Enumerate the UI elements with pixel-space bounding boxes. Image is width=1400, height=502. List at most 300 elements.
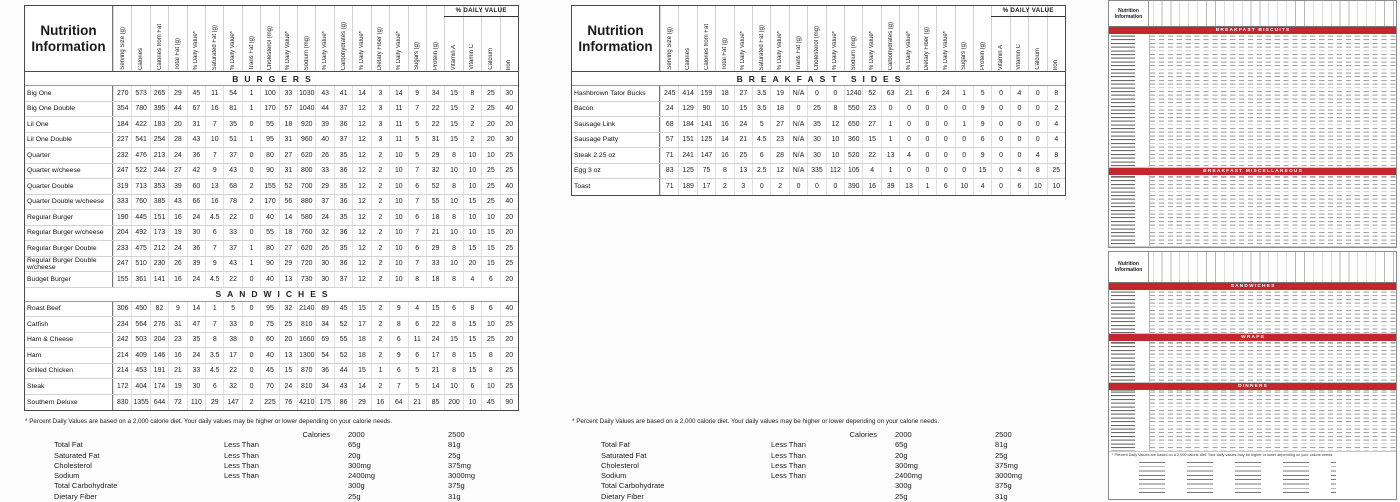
- value-cell: 5: [223, 302, 241, 317]
- value-cell: 125: [697, 133, 715, 148]
- value-cell: 354: [113, 102, 131, 117]
- item-name: Steak: [25, 379, 113, 394]
- value-2500: 31g: [995, 491, 1008, 501]
- value-cell: 10: [389, 195, 407, 210]
- value-cell: 24: [315, 210, 333, 225]
- value-cell: 16: [168, 210, 186, 225]
- reference-header-row: [24, 430, 519, 440]
- value-cell: 24: [426, 333, 444, 348]
- value-cell: 2.5: [752, 164, 770, 179]
- value-cell: 1: [371, 364, 389, 379]
- table-header: [25, 6, 518, 72]
- value-cell: 0: [242, 117, 260, 132]
- value-cell: 4: [1010, 164, 1028, 179]
- value-cell: 12: [352, 164, 370, 179]
- value-cell: 0: [955, 102, 973, 117]
- value-cell: 2: [371, 210, 389, 225]
- value-cell: 8: [408, 272, 426, 287]
- value-cell: 31: [279, 133, 297, 148]
- value-cell: 212: [150, 241, 168, 256]
- value-2000: 300g: [895, 481, 912, 491]
- value-cell: 25: [481, 102, 499, 117]
- value-cell: 18: [352, 348, 370, 363]
- value-cell: 9: [973, 148, 991, 163]
- value-cell: 15: [352, 302, 370, 317]
- item-name: Budget Burger: [25, 272, 113, 287]
- value-cell: 105: [844, 164, 862, 179]
- value-cell: 5: [408, 379, 426, 394]
- value-cell: 12: [352, 226, 370, 241]
- reference-row: [571, 440, 1066, 450]
- value-cell: 700: [297, 179, 315, 194]
- table-header: [572, 6, 1065, 72]
- value-cell: 40: [260, 348, 278, 363]
- value-cell: 0: [936, 164, 954, 179]
- value-cell: 52: [862, 86, 880, 101]
- value-cell: 24: [187, 210, 205, 225]
- value-cell: 4.5: [205, 272, 223, 287]
- value-cell: 0: [991, 148, 1009, 163]
- value-2000: 300mg: [348, 460, 371, 470]
- value-cell: 30: [187, 226, 205, 241]
- value-cell: 10: [444, 379, 462, 394]
- value-cell: 390: [844, 179, 862, 195]
- value-cell: 34: [315, 317, 333, 332]
- value-cell: 30: [315, 257, 333, 272]
- column-header: Calcium: [1028, 6, 1046, 71]
- value-cell: 11: [408, 333, 426, 348]
- value-cell: 32: [315, 226, 333, 241]
- value-cell: 43: [223, 257, 241, 272]
- value-cell: 30: [500, 133, 518, 148]
- value-cell: 47: [187, 317, 205, 332]
- value-cell: 16: [715, 148, 733, 163]
- value-cell: 3: [371, 117, 389, 132]
- value-cell: 6: [463, 379, 481, 394]
- value-cell: 0: [789, 179, 807, 195]
- value-cell: 15: [463, 241, 481, 256]
- value-2500: 375mg: [995, 460, 1018, 470]
- value-cell: 36: [334, 164, 352, 179]
- value-cell: 0: [1010, 148, 1028, 163]
- value-cell: 63: [881, 86, 899, 101]
- mini-section-bar: BREAKFAST BISCUITS: [1109, 27, 1396, 34]
- reference-row: [24, 471, 519, 481]
- value-cell: 10: [826, 133, 844, 148]
- value-cell: 21: [899, 86, 917, 101]
- value-cell: 29: [205, 395, 223, 411]
- value-cell: 27: [862, 117, 880, 132]
- table-row: [572, 148, 1065, 164]
- value-cell: 100: [260, 86, 278, 101]
- value-cell: 15: [352, 364, 370, 379]
- column-header: Sugars (g): [408, 6, 426, 71]
- value-cell: 2: [371, 333, 389, 348]
- value-cell: 35: [807, 117, 825, 132]
- item-name: Big One: [25, 86, 113, 101]
- value-cell: 0: [955, 148, 973, 163]
- value-cell: 175: [315, 395, 333, 411]
- value-cell: 0: [242, 317, 260, 332]
- column-header: Serving Size (g): [660, 6, 678, 71]
- column-header: Protein (g): [973, 6, 991, 71]
- value-cell: 27: [168, 164, 186, 179]
- value-cell: 37: [334, 102, 352, 117]
- value-cell: 22: [223, 210, 241, 225]
- table-row: [25, 348, 518, 364]
- value-cell: 52: [279, 179, 297, 194]
- value-cell: 227: [113, 133, 131, 148]
- value-cell: 20: [481, 133, 499, 148]
- value-2500: 3000mg: [995, 471, 1023, 481]
- value-cell: 10: [463, 210, 481, 225]
- mini-section-bar: BREAKFAST MISCELLANEOUS: [1109, 168, 1396, 175]
- value-cell: 1030: [297, 86, 315, 101]
- value-cell: 12: [826, 117, 844, 132]
- value-cell: 16: [715, 117, 733, 132]
- value-cell: 184: [113, 117, 131, 132]
- item-name: Hashbrown Tator Bucks: [572, 86, 660, 101]
- value-cell: 0: [991, 117, 1009, 132]
- table-row: [25, 241, 518, 257]
- value-cell: 510: [131, 257, 149, 272]
- value-cell: 32: [426, 164, 444, 179]
- value-cell: 37: [334, 272, 352, 287]
- value-cell: 8: [444, 210, 462, 225]
- section-title: BURGERS: [25, 72, 518, 86]
- value-cell: 43: [315, 86, 333, 101]
- value-cell: 0: [918, 102, 936, 117]
- mini-nutrition-information-title: Nutrition Information: [1109, 252, 1149, 282]
- value-cell: 1: [242, 102, 260, 117]
- value-cell: 29: [352, 395, 370, 411]
- nutrient-label: Cholesterol: [601, 460, 639, 470]
- value-cell: 6: [444, 302, 462, 317]
- value-cell: 22: [862, 148, 880, 163]
- item-name: Regular Burger Double: [25, 241, 113, 256]
- value-cell: 0: [899, 102, 917, 117]
- value-2500: 25g: [448, 450, 461, 460]
- value-cell: 90: [500, 395, 518, 411]
- value-cell: 5: [752, 117, 770, 132]
- column-header: % Daily Value*: [315, 6, 333, 71]
- value-cell: 18: [770, 102, 788, 117]
- value-cell: 2: [371, 195, 389, 210]
- value-cell: 72: [168, 395, 186, 411]
- reference-row: [24, 451, 519, 461]
- value-cell: 11: [205, 86, 223, 101]
- value-2000: 20g: [895, 450, 908, 460]
- nutrient-label: Saturated Fat: [601, 450, 647, 460]
- value-cell: 22: [426, 102, 444, 117]
- value-cell: 5: [973, 86, 991, 101]
- value-cell: 0: [807, 179, 825, 195]
- value-cell: 26: [315, 241, 333, 256]
- column-header: % Daily Value*: [187, 6, 205, 71]
- value-cell: 40: [260, 210, 278, 225]
- value-cell: 10: [444, 226, 462, 241]
- calories-label: Calories: [849, 430, 877, 439]
- reference-row: [571, 492, 1066, 502]
- value-cell: 6: [408, 348, 426, 363]
- value-cell: 0: [242, 210, 260, 225]
- table-row: [25, 302, 518, 318]
- value-2000: 2400mg: [348, 471, 376, 481]
- value-cell: 8: [481, 364, 499, 379]
- value-cell: 6: [973, 133, 991, 148]
- column-header: Iron: [1047, 6, 1065, 71]
- value-cell: 36: [334, 226, 352, 241]
- value-cell: 15: [444, 133, 462, 148]
- value-cell: 18: [715, 86, 733, 101]
- value-cell: 2: [371, 379, 389, 394]
- value-2000: 20g: [348, 450, 361, 460]
- value-cell: 33: [223, 317, 241, 332]
- column-header: Carbohydrates (g): [334, 6, 352, 71]
- value-cell: 244: [150, 164, 168, 179]
- value-cell: 306: [113, 302, 131, 317]
- value-cell: 23: [168, 333, 186, 348]
- item-name: Quarter: [25, 148, 113, 163]
- value-cell: 10: [715, 102, 733, 117]
- value-cell: 870: [297, 364, 315, 379]
- table-row: [25, 379, 518, 395]
- value-cell: 85: [426, 395, 444, 411]
- value-cell: 125: [678, 164, 696, 179]
- value-cell: 27: [770, 117, 788, 132]
- value-cell: 19: [168, 226, 186, 241]
- value-cell: 6: [205, 226, 223, 241]
- value-cell: 2: [371, 164, 389, 179]
- value-cell: 3: [371, 133, 389, 148]
- mini-section-bar: WRAPS: [1109, 334, 1396, 341]
- column-header: % Daily Value*: [352, 6, 370, 71]
- nutrient-label: Sodium: [54, 471, 80, 481]
- table-row: [25, 133, 518, 149]
- value-cell: 2: [770, 179, 788, 195]
- value-cell: 40: [500, 179, 518, 194]
- value-cell: 2: [371, 272, 389, 287]
- value-cell: 39: [315, 117, 333, 132]
- column-header: Calcium: [481, 6, 499, 71]
- value-cell: 23: [862, 102, 880, 117]
- value-cell: 573: [131, 86, 149, 101]
- value-cell: 414: [678, 86, 696, 101]
- value-cell: 129: [678, 102, 696, 117]
- reference-row: [571, 481, 1066, 491]
- value-cell: 7: [408, 226, 426, 241]
- value-cell: 0: [826, 179, 844, 195]
- value-cell: 75: [697, 164, 715, 179]
- value-cell: 69: [315, 333, 333, 348]
- reference-row: [24, 461, 519, 471]
- value-cell: 20: [500, 348, 518, 363]
- value-cell: 4: [408, 302, 426, 317]
- value-cell: 25: [481, 179, 499, 194]
- value-cell: 90: [260, 164, 278, 179]
- nutrient-label: Total Carbohydrate: [54, 481, 118, 491]
- value-cell: 6: [408, 179, 426, 194]
- value-cell: 247: [113, 164, 131, 179]
- value-cell: 0: [918, 148, 936, 163]
- column-header: % Daily Value*: [862, 6, 880, 71]
- value-cell: 33: [187, 364, 205, 379]
- value-cell: 184: [678, 117, 696, 132]
- value-2500: 375g: [448, 481, 465, 491]
- table-row: [25, 195, 518, 211]
- value-cell: 475: [131, 241, 149, 256]
- value-cell: 35: [187, 333, 205, 348]
- value-cell: 26: [315, 148, 333, 163]
- value-cell: 4: [1047, 117, 1065, 132]
- value-cell: 9: [973, 117, 991, 132]
- value-cell: 0: [918, 117, 936, 132]
- value-cell: 319: [113, 179, 131, 194]
- value-2000: 25g: [895, 491, 908, 501]
- value-cell: 2: [463, 117, 481, 132]
- daily-values-reference-table: [24, 430, 519, 502]
- value-cell: 68: [660, 117, 678, 132]
- reference-row: [571, 451, 1066, 461]
- value-cell: 37: [223, 241, 241, 256]
- value-cell: 8: [205, 333, 223, 348]
- value-cell: 25: [500, 148, 518, 163]
- value-cell: 541: [131, 133, 149, 148]
- value-cell: 4.5: [205, 364, 223, 379]
- value-cell: 55: [334, 333, 352, 348]
- column-header: Sodium (mg): [844, 6, 862, 71]
- column-header: Serving Size (g): [113, 6, 131, 71]
- mini-footnote: * Percent Daily Values are based on a 2,000 calorie diet. Your daily values may be higher or lower depending on your calorie needs.: [1112, 453, 1334, 457]
- column-header: Trans Fat (g): [242, 6, 260, 71]
- value-cell: 183: [150, 117, 168, 132]
- value-cell: 14: [715, 133, 733, 148]
- value-cell: 159: [697, 86, 715, 101]
- value-cell: 4.5: [205, 210, 223, 225]
- value-cell: 36: [334, 195, 352, 210]
- value-2500: 375g: [995, 481, 1012, 491]
- value-cell: 141: [697, 117, 715, 132]
- column-header: Dietary Fiber (g): [371, 6, 389, 71]
- daily-values-reference-table: [571, 430, 1066, 502]
- value-cell: 43: [187, 133, 205, 148]
- value-cell: 213: [150, 148, 168, 163]
- value-cell: 25: [500, 241, 518, 256]
- value-cell: 810: [297, 379, 315, 394]
- value-cell: 21: [408, 395, 426, 411]
- value-cell: 41: [334, 86, 352, 101]
- value-cell: 18: [426, 210, 444, 225]
- value-cell: 90: [260, 257, 278, 272]
- value-cell: 190: [113, 210, 131, 225]
- value-cell: 12: [352, 102, 370, 117]
- value-cell: 19: [770, 86, 788, 101]
- value-cell: 214: [113, 364, 131, 379]
- mini-reference-table: [1139, 462, 1336, 496]
- value-cell: 800: [297, 164, 315, 179]
- value-cell: 1: [242, 133, 260, 148]
- value-cell: 55: [260, 226, 278, 241]
- value-2000: 65g: [895, 440, 908, 450]
- value-cell: 2: [1047, 102, 1065, 117]
- value-cell: 7: [408, 164, 426, 179]
- value-2500: 25g: [995, 450, 1008, 460]
- value-cell: 0: [899, 164, 917, 179]
- footnote: * Percent Daily Values are based on a 2,000 calorie diet. Your daily values may be higher or lower depending on your calorie needs.: [25, 418, 393, 425]
- reference-row: [24, 481, 519, 491]
- value-cell: 335: [807, 164, 825, 179]
- qualifier: Less Than: [224, 460, 259, 470]
- value-cell: 35: [334, 210, 352, 225]
- value-cell: 24: [168, 241, 186, 256]
- value-cell: 24: [734, 117, 752, 132]
- nutrition-information-title: Nutrition Information: [572, 6, 660, 71]
- value-cell: 960: [297, 133, 315, 148]
- value-cell: 80: [260, 241, 278, 256]
- value-cell: 0: [242, 333, 260, 348]
- value-cell: 395: [150, 102, 168, 117]
- value-cell: 24: [660, 102, 678, 117]
- value-2500: 81g: [448, 440, 461, 450]
- item-name: Steak 2.25 oz: [572, 148, 660, 163]
- value-cell: 2: [371, 317, 389, 332]
- value-2000: 25g: [348, 491, 361, 501]
- value-cell: 7: [205, 148, 223, 163]
- value-cell: 4: [899, 148, 917, 163]
- value-cell: 422: [131, 117, 149, 132]
- nutrient-label: Total Fat: [601, 440, 630, 450]
- value-cell: 3: [371, 86, 389, 101]
- column-header: Sodium (mg): [297, 6, 315, 71]
- value-cell: 20: [500, 226, 518, 241]
- value-cell: 40: [500, 195, 518, 210]
- value-cell: 15: [463, 317, 481, 332]
- value-cell: 22: [223, 364, 241, 379]
- value-cell: 40: [500, 302, 518, 317]
- value-cell: 25: [734, 148, 752, 163]
- calories-2000-header: 2000: [895, 430, 912, 439]
- value-cell: 6: [389, 364, 407, 379]
- value-cell: 14: [426, 379, 444, 394]
- section-title: SANDWICHES: [25, 288, 518, 302]
- value-cell: 10: [444, 195, 462, 210]
- qualifier: Less Than: [771, 450, 806, 460]
- nutrition-information-title: Nutrition Information: [25, 6, 113, 71]
- value-cell: 254: [150, 133, 168, 148]
- value-cell: 550: [844, 102, 862, 117]
- column-header: Calories: [131, 6, 149, 71]
- value-cell: 0: [242, 164, 260, 179]
- value-cell: 1: [881, 133, 899, 148]
- value-cell: 57: [279, 102, 297, 117]
- value-cell: 16: [205, 195, 223, 210]
- table-row: [572, 164, 1065, 180]
- value-cell: 21: [734, 133, 752, 148]
- value-cell: 64: [389, 395, 407, 411]
- qualifier: Less Than: [224, 450, 259, 460]
- value-cell: 9: [389, 302, 407, 317]
- value-cell: 35: [223, 117, 241, 132]
- column-header: % Daily Value*: [770, 6, 788, 71]
- value-cell: 13: [899, 179, 917, 195]
- value-cell: 2: [371, 302, 389, 317]
- qualifier: [224, 492, 334, 502]
- value-cell: 57: [660, 133, 678, 148]
- value-2500: 31g: [448, 491, 461, 501]
- value-cell: 28: [770, 148, 788, 163]
- item-name: Quarter w/cheese: [25, 164, 113, 179]
- value-cell: 36: [315, 364, 333, 379]
